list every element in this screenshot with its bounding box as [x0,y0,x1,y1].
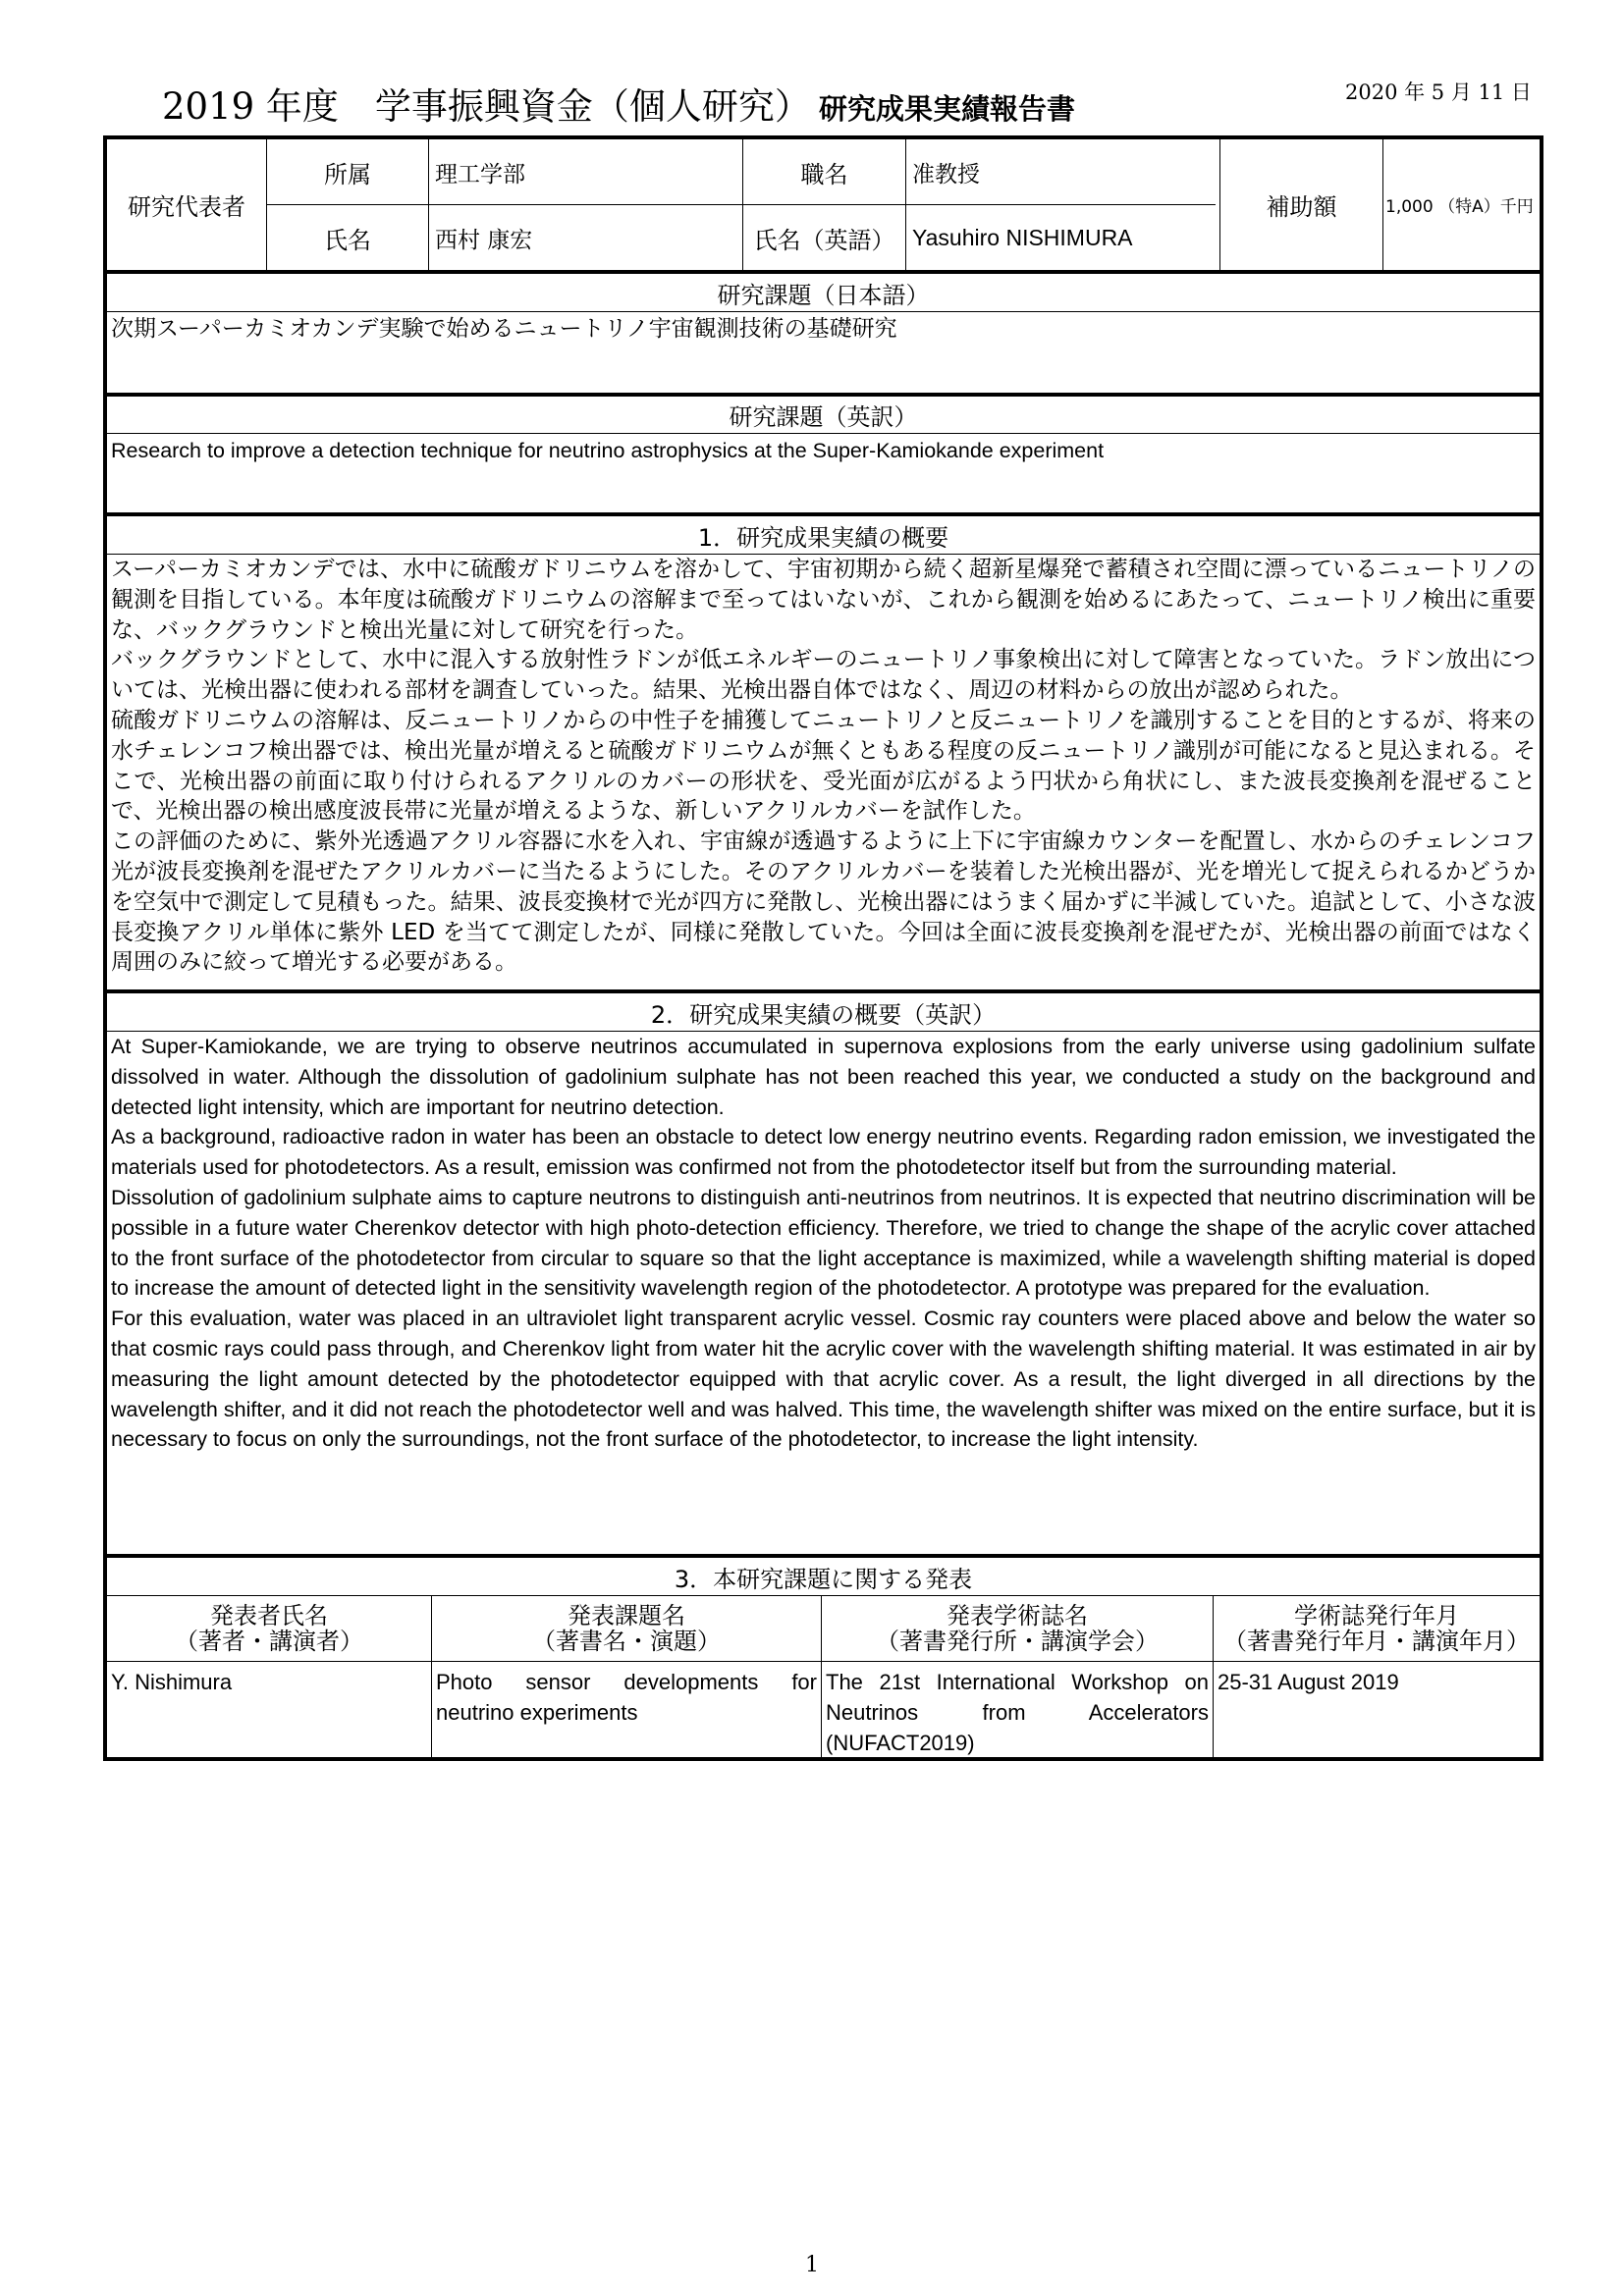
title-main: 2019 年度 学事振興資金（個人研究） [162,85,811,128]
report-date: 2020 年 5 月 11 日 [1345,80,1532,104]
grant-label: 補助額 [1266,193,1337,221]
pub-presenter: Y. Nishimura [111,1670,233,1694]
name-en-label: 氏名（英語） [753,226,895,254]
grant-value: 1,000 （特A）千円 [1385,197,1534,217]
name-label: 氏名 [324,226,371,254]
col-line1: 発表者氏名 [210,1602,328,1629]
paragraph: この評価のために、紫外光透過アクリル容器に水を入れ、宇宙線が透過するように上下に宇宙線カウンターを配置し、水からのチェレンコフ光が波長変換剤を混ぜたアクリルカバーに当たるようにした。そのアクリルカバーを装着した光検出器が、光を増光して捉えられるかどうかを空気中で測定して見積もった。結果、波長変換材で光が四方に発散し、光検出器にはうまく届かずに半減していた。追試として、小さな波長変換アクリル単体に紫外 LED を当てて測定したが、同様に発散していた。今回は全面に波長変換剤を混ぜたが、光検出器の前面ではなく周囲のみに絞って増光する必要がある。 [111,828,1536,976]
pub-col-presenter [107,1596,431,1661]
col-line2: （著書発行所・講演学会） [876,1628,1159,1655]
paragraph: 硫酸ガドリニウムの溶解は、反ニュートリノからの中性子を捕獲してニュートリノと反ニュートリノを識別することを目的とするが、将来の水チェレンコフ検出器では、検出光量が増えると硫酸ガドリニウムが無くともある程度の反ニュートリノ識別が可能になると見込まれる。そこで、光検出器の前面に取り付けられるアクリルのカバーの形状を、受光面が広がるよう円状から角状にし、また波長変換剤を混ぜることで、光検出器の検出感度波長帯に光量が増えるような、新しいアクリルカバーを試作した。 [111,707,1536,825]
pub-venue: The 21st International Workshop on Neutrinos from Accelerators (NUFACT2019) [826,1670,1209,1755]
pub-col-title [432,1596,821,1661]
summary-en-header: 2．研究成果実績の概要（英訳） [650,1000,997,1029]
paragraph: As a background, radioactive radon in water has been an obstacle to detect low energy neutrino events. Regarding radon emission, we investigated the materials used for photodetectors. As a result, emission was confirmed not from the photodetector itself but from the surrounding material. [111,1125,1536,1180]
col-line2: （著書発行年月・講演年月） [1223,1628,1530,1655]
page-number: 1 [805,2253,819,2277]
summary-ja-body [107,555,1540,987]
pub-title: Photo sensor developments for neutrino experiments [436,1670,817,1725]
topic-en-header: 研究課題（英訳） [729,403,918,431]
document-title [162,77,1075,130]
affiliation-value: 理工学部 [435,161,525,187]
name-en-value: Yasuhiro NISHIMURA [912,224,1133,250]
name-value: 西村 康宏 [435,227,533,253]
affiliation-label: 所属 [324,160,371,188]
topic-ja-header: 研究課題（日本語） [717,281,930,309]
topic-en-text: Research to improve a detection technique for neutrino astrophysics at the Super-Kamiokande experiment [111,439,1105,462]
paragraph: At Super-Kamiokande, we are trying to observe neutrinos accumulated in supernova explosions from the early universe using gadolinium sulfate dissolved in water. Although the dissolution of gadolinium sulphate has not been reached this year, we conducted a study on the background and detected light intensity, which are important for neutrino detection. [111,1035,1536,1119]
position-value: 准教授 [912,161,980,187]
paragraph: スーパーカミオカンデでは、水中に硫酸ガドリニウムを溶かして、宇宙初期から続く超新星爆発で蓄積され空間に漂っているニュートリノの観測を目指している。本年度は硫酸ガドリニウムの溶解まで至ってはいないが、これから観測を始めるにあたって、ニュートリノ検出に重要な、バックグラウンドと検出光量に対して研究を行った。 [111,557,1536,643]
paragraph: For this evaluation, water was placed in an ultraviolet light transparent acrylic vessel. Cosmic ray counters were placed above and below the water so that cosmic rays could pass through, and Cherenkov light from water hit the acrylic cover with the wavelength shifting material. It was estimated in air by measuring the light amount detected by the photodetector equipped with that acrylic cover. As a result, the light diverged in all directions by the wavelength shifter, and it did not reach the photodetector well and was halved. This time, the wavelength shifter was mixed on the entire surface, but it is necessary to focus on only the surroundings, not the front surface of the photodetector, to increase the light intensity. [111,1307,1536,1452]
representative-label: 研究代表者 [128,193,245,221]
report-form [103,135,1543,1761]
summary-ja-header: 1．研究成果実績の概要 [697,523,949,552]
col-line1: 学術誌発行年月 [1294,1602,1459,1629]
pub-date: 25-31 August 2019 [1218,1670,1399,1694]
col-line2: （著書名・演題） [532,1628,721,1655]
paragraph: Dissolution of gadolinium sulphate aims to capture neutrons to distinguish anti-neutrinos from neutrinos. It is expected that neutrino discrimination will be possible in a future water Cherenkov detector with high photo-detection efficiency. Therefore, we tried to change the shape of the acrylic cover attached to the front surface of the photodetector from circular to square so that the light acceptance is maximized, while a wavelength shifting material is doped to increase the amount of detected light in the sensitivity wavelength region of the photodetector. A prototype was prepared for the evaluation. [111,1185,1536,1301]
col-line2: （著者・講演者） [175,1628,363,1655]
position-label: 職名 [800,160,848,188]
col-line1: 発表課題名 [568,1602,685,1629]
summary-en-body [107,1032,1540,1554]
publications-header: 3．本研究課題に関する発表 [674,1565,973,1593]
pub-col-venue [822,1596,1213,1661]
topic-ja-text: 次期スーパーカミオカンデ実験で始めるニュートリノ宇宙観測技術の基礎研究 [111,316,897,342]
pub-col-date [1214,1596,1540,1661]
col-line1: 発表学術誌名 [947,1602,1088,1629]
paragraph: バックグラウンドとして、水中に混入する放射性ラドンが低エネルギーのニュートリノ事象検出に対して障害となっていた。ラドン放出については、光検出器に使われる部材を調査していった。結果、光検出器自体ではなく、周辺の材料からの放出が認められた。 [111,647,1536,704]
title-sub: 研究成果実績報告書 [818,92,1075,126]
